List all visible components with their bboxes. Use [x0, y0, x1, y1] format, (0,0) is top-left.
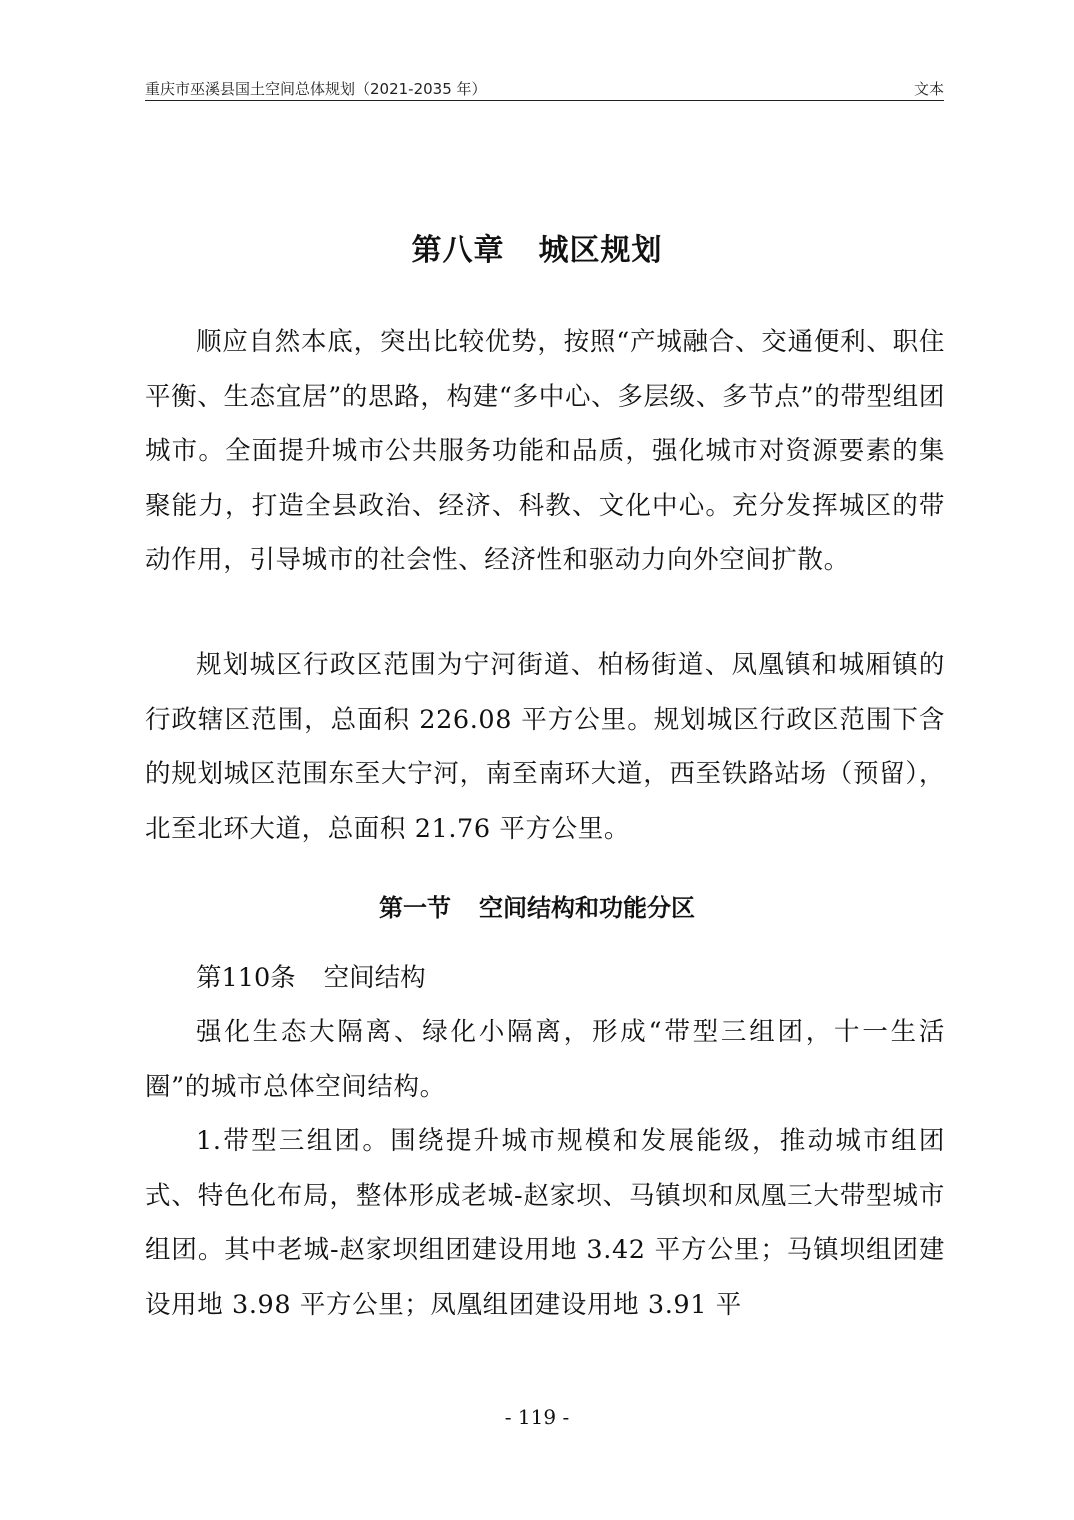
- article-heading: [145, 951, 945, 1006]
- article-body: [145, 1005, 945, 1332]
- article-title: 空间结构: [323, 963, 426, 993]
- page-header: [145, 74, 944, 101]
- paragraph: 强化生态大隔离、绿化小隔离，形成“带型三组团，十一生活圈”的城市总体空间结构。: [145, 1017, 945, 1102]
- chapter-title: 城区规划: [538, 233, 663, 268]
- chapter-intro: [145, 315, 945, 588]
- section-heading: [0, 888, 1074, 923]
- document-type-label: 文本: [913, 80, 944, 98]
- chapter-number: 第八章: [411, 233, 505, 268]
- document-title: 重庆市巫溪县国土空间总体规划（2021-2035 年）: [145, 80, 487, 98]
- paragraph: 顺应自然本底，突出比较优势，按照“产城融合、交通便利、职住平衡、生态宜居”的思路，构建“多中心、多层级、多节点”的带型组团城市。全面提升城市公共服务功能和品质，强化城市对资源要素的集聚能力，打造全县政治、经济、科教、文化中心。充分发挥城区的带动作用，引导城市的社会性、经济性和驱动力向外空间扩散。: [145, 327, 945, 575]
- section-title: 空间结构和功能分区: [479, 894, 695, 922]
- chapter-scope: [145, 638, 945, 856]
- page-number: - 119 -: [504, 1405, 570, 1429]
- article-number: 第110条: [196, 963, 296, 993]
- paragraph: 1.带型三组团。围绕提升城市规模和发展能级，推动城市组团式、特色化布局，整体形成老城-赵家坝、马镇坝和凤凰三大带型城市组团。其中老城-赵家坝组团建设用地 3.42 平方公里；马镇坝组团建设用地 3.98 平方公里；凤凰组团建设用地 3.91 平: [145, 1126, 945, 1320]
- chapter-heading: [0, 225, 1074, 269]
- paragraph: 规划城区行政区范围为宁河街道、柏杨街道、凤凰镇和城厢镇的行政辖区范围，总面积 226.08 平方公里。规划城区行政区范围下含的规划城区范围东至大宁河，南至南环大道，西至铁路站场（预留），北至北环大道，总面积 21.76 平方公里。: [145, 650, 945, 844]
- section-number: 第一节: [379, 894, 451, 922]
